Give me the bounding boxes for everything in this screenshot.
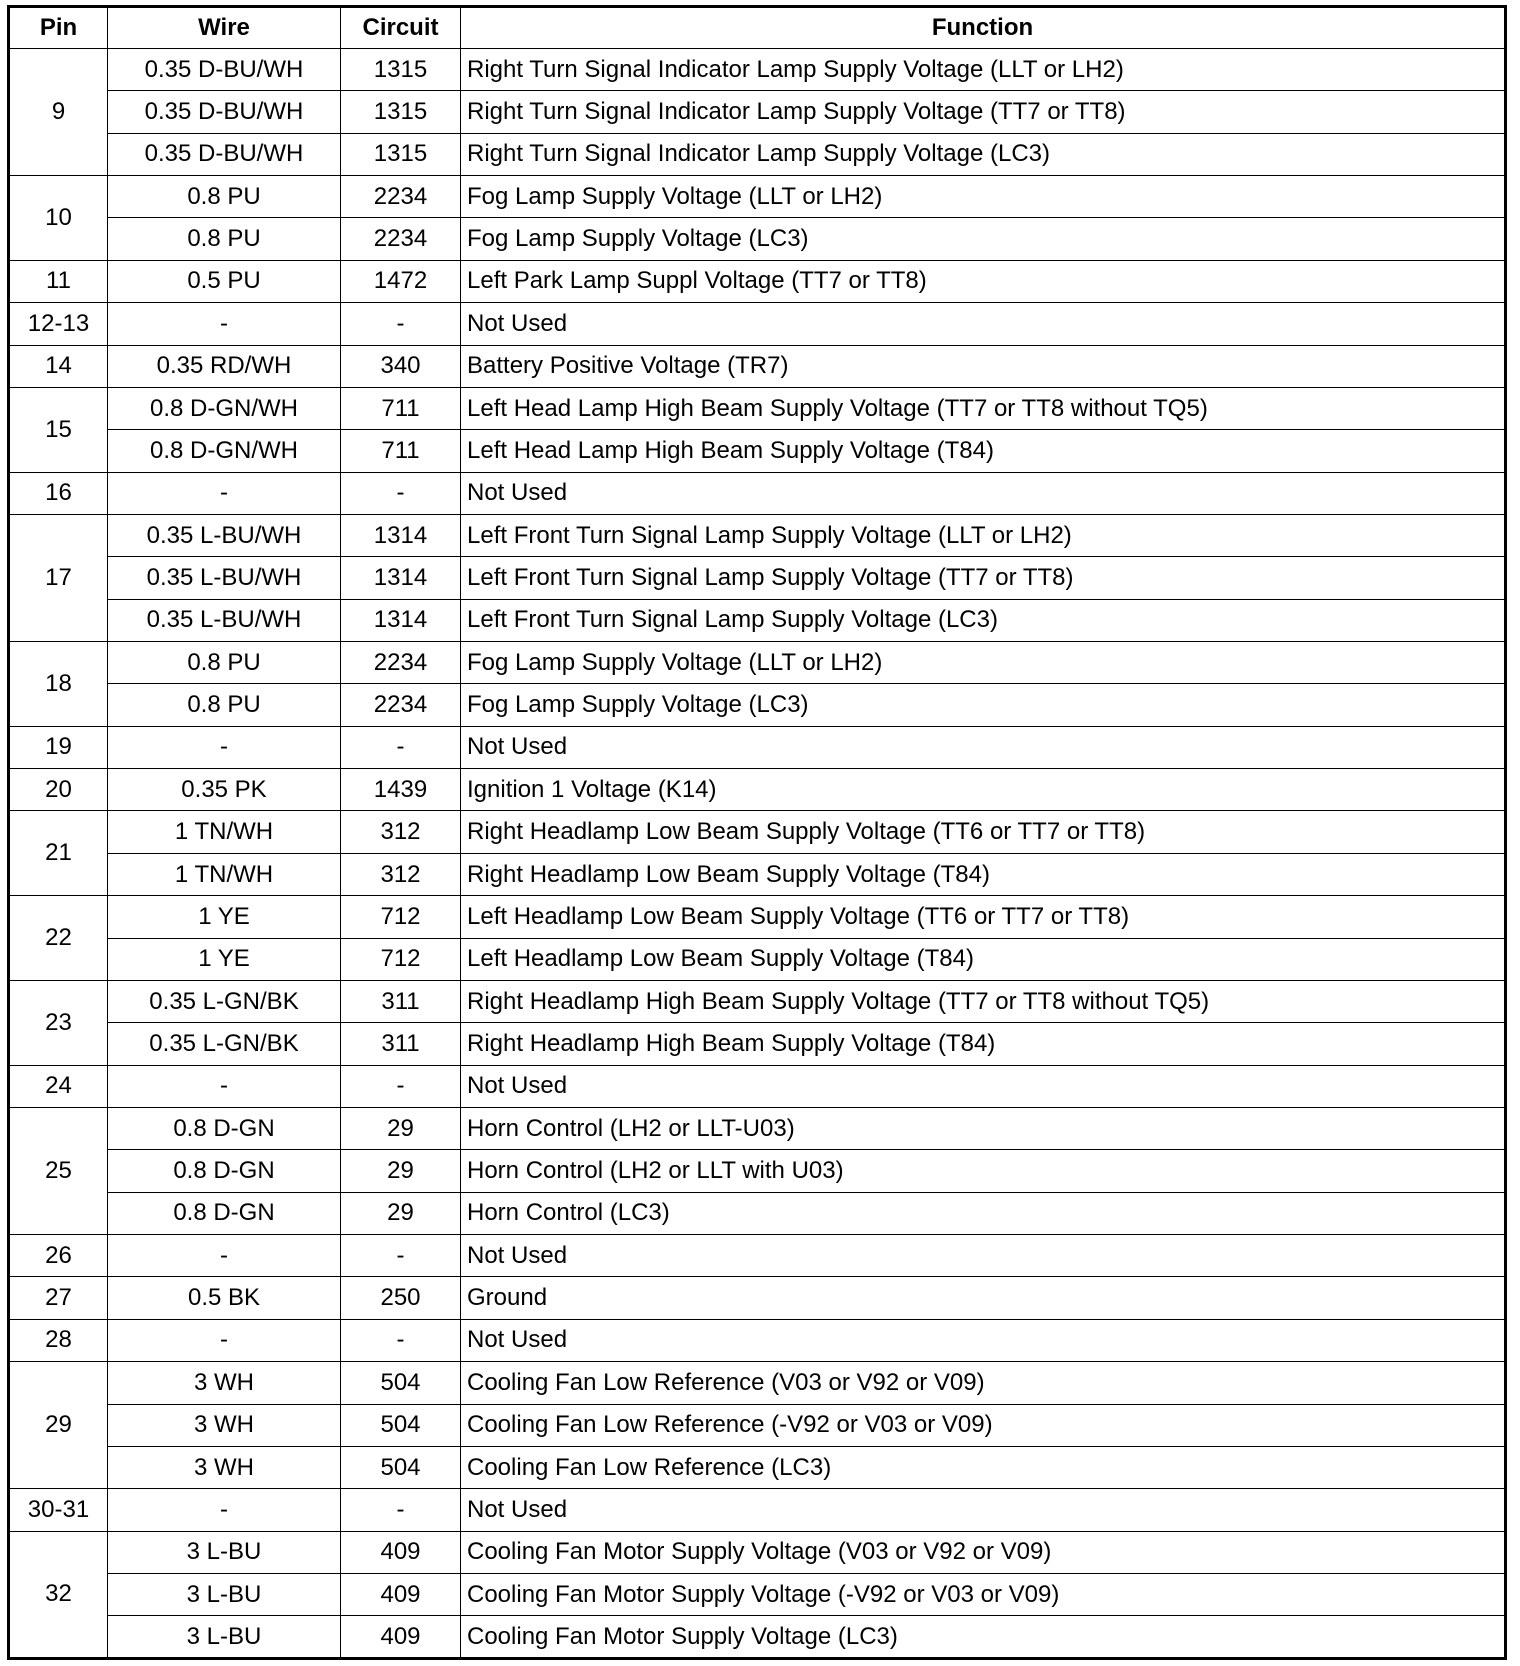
function-cell: Fog Lamp Supply Voltage (LLT or LH2)	[461, 176, 1506, 218]
table-row	[9, 1023, 1506, 1065]
table-row	[9, 896, 1506, 938]
circuit-cell: 311	[341, 980, 461, 1022]
table-row	[9, 726, 1506, 768]
circuit-cell: -	[341, 303, 461, 345]
circuit-cell: 1439	[341, 769, 461, 811]
wire-cell: 0.8 D-GN	[108, 1107, 341, 1149]
pin-cell: 18	[9, 642, 108, 727]
table-row	[9, 769, 1506, 811]
table-row	[9, 430, 1506, 472]
table-row	[9, 1277, 1506, 1319]
wire-cell: 3 WH	[108, 1446, 341, 1488]
circuit-cell: 504	[341, 1362, 461, 1404]
table-row	[9, 387, 1506, 429]
wire-cell: 3 WH	[108, 1404, 341, 1446]
table-body	[9, 49, 1506, 1659]
circuit-cell: 711	[341, 430, 461, 472]
function-cell: Cooling Fan Motor Supply Voltage (LC3)	[461, 1616, 1506, 1659]
table-row	[9, 260, 1506, 302]
wire-cell: 3 L-BU	[108, 1616, 341, 1659]
function-cell: Right Headlamp Low Beam Supply Voltage (TT6 or TT7 or TT8)	[461, 811, 1506, 853]
circuit-cell: 1314	[341, 599, 461, 641]
pin-cell: 19	[9, 726, 108, 768]
circuit-cell: -	[341, 1065, 461, 1107]
function-cell: Fog Lamp Supply Voltage (LLT or LH2)	[461, 642, 1506, 684]
circuit-cell: 340	[341, 345, 461, 387]
table-row	[9, 91, 1506, 133]
wire-cell: 0.8 D-GN/WH	[108, 430, 341, 472]
table-row	[9, 938, 1506, 980]
table-row	[9, 1065, 1506, 1107]
wire-cell: 0.35 D-BU/WH	[108, 91, 341, 133]
header-row	[9, 7, 1506, 49]
pin-cell: 17	[9, 514, 108, 641]
function-cell: Left Front Turn Signal Lamp Supply Voltage (TT7 or TT8)	[461, 557, 1506, 599]
circuit-cell: 409	[341, 1531, 461, 1573]
table-row	[9, 514, 1506, 556]
function-cell: Not Used	[461, 472, 1506, 514]
table-row	[9, 345, 1506, 387]
wire-cell: -	[108, 303, 341, 345]
circuit-cell: 250	[341, 1277, 461, 1319]
table-row	[9, 642, 1506, 684]
function-cell: Right Headlamp High Beam Supply Voltage (TT7 or TT8 without TQ5)	[461, 980, 1506, 1022]
table-row	[9, 1446, 1506, 1488]
table-row	[9, 1362, 1506, 1404]
circuit-cell: -	[341, 1235, 461, 1277]
table-row	[9, 1489, 1506, 1531]
header-circuit: Circuit	[341, 7, 461, 49]
pin-cell: 29	[9, 1362, 108, 1489]
pin-cell: 9	[9, 49, 108, 176]
wire-cell: -	[108, 1319, 341, 1361]
function-cell: Right Turn Signal Indicator Lamp Supply Voltage (LLT or LH2)	[461, 49, 1506, 91]
circuit-cell: 1314	[341, 557, 461, 599]
function-cell: Not Used	[461, 1319, 1506, 1361]
circuit-cell: 1314	[341, 514, 461, 556]
circuit-cell: 1315	[341, 49, 461, 91]
function-cell: Left Headlamp Low Beam Supply Voltage (T84)	[461, 938, 1506, 980]
function-cell: Cooling Fan Motor Supply Voltage (V03 or V92 or V09)	[461, 1531, 1506, 1573]
circuit-cell: 29	[341, 1192, 461, 1234]
pin-cell: 14	[9, 345, 108, 387]
function-cell: Battery Positive Voltage (TR7)	[461, 345, 1506, 387]
pin-cell: 20	[9, 769, 108, 811]
wire-cell: 3 L-BU	[108, 1573, 341, 1615]
wire-cell: 0.35 D-BU/WH	[108, 49, 341, 91]
pin-cell: 23	[9, 980, 108, 1065]
function-cell: Not Used	[461, 1235, 1506, 1277]
wire-cell: -	[108, 1235, 341, 1277]
pin-cell: 24	[9, 1065, 108, 1107]
pin-cell: 16	[9, 472, 108, 514]
wire-cell: 1 YE	[108, 896, 341, 938]
wire-cell: 0.8 PU	[108, 684, 341, 726]
table-row	[9, 1616, 1506, 1659]
pin-cell: 32	[9, 1531, 108, 1658]
wire-cell: -	[108, 1489, 341, 1531]
wire-cell: -	[108, 726, 341, 768]
wire-cell: 0.35 L-GN/BK	[108, 980, 341, 1022]
circuit-cell: 2234	[341, 218, 461, 260]
wire-cell: 0.8 PU	[108, 176, 341, 218]
function-cell: Ignition 1 Voltage (K14)	[461, 769, 1506, 811]
table-row	[9, 472, 1506, 514]
table-row	[9, 1531, 1506, 1573]
function-cell: Left Park Lamp Suppl Voltage (TT7 or TT8)	[461, 260, 1506, 302]
function-cell: Left Head Lamp High Beam Supply Voltage (TT7 or TT8 without TQ5)	[461, 387, 1506, 429]
wire-cell: 0.35 L-BU/WH	[108, 557, 341, 599]
circuit-cell: 1315	[341, 133, 461, 175]
table-row	[9, 218, 1506, 260]
circuit-cell: 2234	[341, 176, 461, 218]
pin-cell: 10	[9, 176, 108, 261]
circuit-cell: 504	[341, 1446, 461, 1488]
function-cell: Horn Control (LH2 or LLT-U03)	[461, 1107, 1506, 1149]
wire-cell: 1 TN/WH	[108, 811, 341, 853]
header-function: Function	[461, 7, 1506, 49]
wire-cell: 0.35 L-GN/BK	[108, 1023, 341, 1065]
table-row	[9, 853, 1506, 895]
table-row	[9, 1319, 1506, 1361]
circuit-cell: -	[341, 1319, 461, 1361]
function-cell: Cooling Fan Low Reference (-V92 or V03 or V09)	[461, 1404, 1506, 1446]
function-cell: Left Head Lamp High Beam Supply Voltage (T84)	[461, 430, 1506, 472]
table-row	[9, 49, 1506, 91]
circuit-cell: 29	[341, 1107, 461, 1149]
wire-cell: 0.5 BK	[108, 1277, 341, 1319]
circuit-cell: 312	[341, 853, 461, 895]
circuit-cell: 711	[341, 387, 461, 429]
table-row	[9, 557, 1506, 599]
function-cell: Fog Lamp Supply Voltage (LC3)	[461, 218, 1506, 260]
function-cell: Not Used	[461, 1065, 1506, 1107]
circuit-cell: 2234	[341, 642, 461, 684]
wire-cell: -	[108, 1065, 341, 1107]
circuit-cell: 312	[341, 811, 461, 853]
circuit-cell: 1315	[341, 91, 461, 133]
function-cell: Right Headlamp High Beam Supply Voltage (T84)	[461, 1023, 1506, 1065]
table-row	[9, 684, 1506, 726]
function-cell: Cooling Fan Low Reference (LC3)	[461, 1446, 1506, 1488]
connector-pinout-table	[7, 5, 1507, 1660]
circuit-cell: 409	[341, 1616, 461, 1659]
table-row	[9, 980, 1506, 1022]
wire-cell: 0.5 PU	[108, 260, 341, 302]
pin-cell: 30-31	[9, 1489, 108, 1531]
function-cell: Right Headlamp Low Beam Supply Voltage (T84)	[461, 853, 1506, 895]
circuit-cell: -	[341, 1489, 461, 1531]
table-row	[9, 1573, 1506, 1615]
pin-cell: 11	[9, 260, 108, 302]
header-wire: Wire	[108, 7, 341, 49]
wire-cell: 0.35 RD/WH	[108, 345, 341, 387]
table-row	[9, 303, 1506, 345]
table-row	[9, 133, 1506, 175]
pin-cell: 21	[9, 811, 108, 896]
function-cell: Not Used	[461, 726, 1506, 768]
wire-cell: 0.8 D-GN/WH	[108, 387, 341, 429]
table-row	[9, 811, 1506, 853]
circuit-cell: 712	[341, 938, 461, 980]
wire-cell: 0.8 D-GN	[108, 1150, 341, 1192]
function-cell: Ground	[461, 1277, 1506, 1319]
table-row	[9, 1192, 1506, 1234]
pin-cell: 12-13	[9, 303, 108, 345]
wire-cell: 3 WH	[108, 1362, 341, 1404]
pin-cell: 25	[9, 1107, 108, 1234]
function-cell: Cooling Fan Motor Supply Voltage (-V92 or V03 or V09)	[461, 1573, 1506, 1615]
function-cell: Horn Control (LC3)	[461, 1192, 1506, 1234]
function-cell: Horn Control (LH2 or LLT with U03)	[461, 1150, 1506, 1192]
circuit-cell: -	[341, 472, 461, 514]
header-pin: Pin	[9, 7, 108, 49]
wire-cell: 3 L-BU	[108, 1531, 341, 1573]
table-row	[9, 176, 1506, 218]
wire-cell: 1 TN/WH	[108, 853, 341, 895]
function-cell: Right Turn Signal Indicator Lamp Supply Voltage (TT7 or TT8)	[461, 91, 1506, 133]
circuit-cell: 712	[341, 896, 461, 938]
function-cell: Not Used	[461, 303, 1506, 345]
table-row	[9, 1235, 1506, 1277]
circuit-cell: 409	[341, 1573, 461, 1615]
table-row	[9, 1107, 1506, 1149]
circuit-cell: 2234	[341, 684, 461, 726]
pin-cell: 26	[9, 1235, 108, 1277]
circuit-cell: -	[341, 726, 461, 768]
wire-cell: 0.35 PK	[108, 769, 341, 811]
function-cell: Fog Lamp Supply Voltage (LC3)	[461, 684, 1506, 726]
wire-cell: -	[108, 472, 341, 514]
table-row	[9, 1404, 1506, 1446]
wire-cell: 0.35 L-BU/WH	[108, 599, 341, 641]
function-cell: Not Used	[461, 1489, 1506, 1531]
pin-cell: 27	[9, 1277, 108, 1319]
wire-cell: 0.8 PU	[108, 218, 341, 260]
pin-cell: 28	[9, 1319, 108, 1361]
table-row	[9, 599, 1506, 641]
pin-cell: 22	[9, 896, 108, 981]
function-cell: Left Front Turn Signal Lamp Supply Voltage (LC3)	[461, 599, 1506, 641]
circuit-cell: 311	[341, 1023, 461, 1065]
wire-cell: 0.8 PU	[108, 642, 341, 684]
table-row	[9, 1150, 1506, 1192]
circuit-cell: 504	[341, 1404, 461, 1446]
circuit-cell: 1472	[341, 260, 461, 302]
wire-cell: 0.35 D-BU/WH	[108, 133, 341, 175]
function-cell: Left Front Turn Signal Lamp Supply Voltage (LLT or LH2)	[461, 514, 1506, 556]
function-cell: Cooling Fan Low Reference (V03 or V92 or V09)	[461, 1362, 1506, 1404]
function-cell: Right Turn Signal Indicator Lamp Supply Voltage (LC3)	[461, 133, 1506, 175]
wire-cell: 1 YE	[108, 938, 341, 980]
function-cell: Left Headlamp Low Beam Supply Voltage (TT6 or TT7 or TT8)	[461, 896, 1506, 938]
pin-cell: 15	[9, 387, 108, 472]
wire-cell: 0.8 D-GN	[108, 1192, 341, 1234]
circuit-cell: 29	[341, 1150, 461, 1192]
wire-cell: 0.35 L-BU/WH	[108, 514, 341, 556]
